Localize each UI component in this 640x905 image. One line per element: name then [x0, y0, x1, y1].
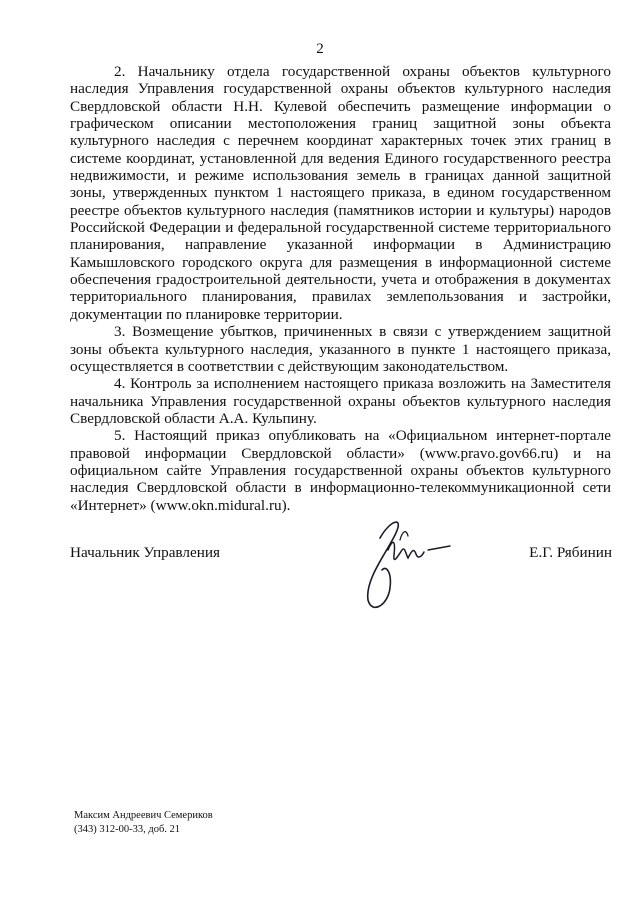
handwritten-signature — [350, 510, 460, 620]
paragraph-5: 5. Настоящий приказ опубликовать на «Официальном интернет-портале правовой информации Свердловской области» (www.pravo.gov66.ru) и на официальном сайте Управления государственной охраны объектов культурного наследия Свердловской области в информационно-телекоммуникационной сети «Интернет» (www.okn.midural.ru). — [70, 427, 611, 514]
signature-row — [70, 544, 612, 568]
document-body — [70, 63, 611, 514]
page-number: 2 — [316, 41, 324, 57]
signer-role: Начальник Управления — [70, 544, 220, 561]
paragraph-2: 2. Начальнику отдела государственной охраны объектов культурного наследия Управления государственной охраны объектов культурного наследия Свердловской области Н.Н. Кулевой обеспечить размещение информации о графическом описании местоположения границ защитной зоны объекта культурного наследия с перечнем координат характерных точек этих границ в системе координат, установленной для ведения Единого государственного реестра недвижимости, и режиме использования земель в границах данной защитной зоны, утвержденных пунктом 1 настоящего приказа, в едином государственном реестре объектов культурного наследия (памятников истории и культуры) народов Российской Федерации и федеральной государственной системе территориального планирования, направление указанной информации в Администрацию Камышловского городского округа для размещения в информационной системе обеспечения градостроительной деятельности, учета и отображения в документах территориального планирования, правилах землепользования и застройки, документации по планировке территории. — [70, 63, 611, 323]
paragraph-3: 3. Возмещение убытков, причиненных в связи с утверждением защитной зоны объекта культурного наследия, указанного в пункте 1 настоящего приказа, осуществляется в соответствии с действующим законодательством. — [70, 323, 611, 375]
executor-contacts — [74, 809, 213, 836]
signer-name: Е.Г. Рябинин — [529, 544, 612, 561]
executor-phone: (343) 312-00-33, доб. 21 — [74, 823, 181, 835]
executor-name: Максим Андреевич Семериков — [74, 810, 213, 821]
paragraph-4: 4. Контроль за исполнением настоящего приказа возложить на Заместителя начальника Управления государственной охраны объектов культурного наследия Свердловской области А.А. Кульпину. — [70, 375, 611, 427]
